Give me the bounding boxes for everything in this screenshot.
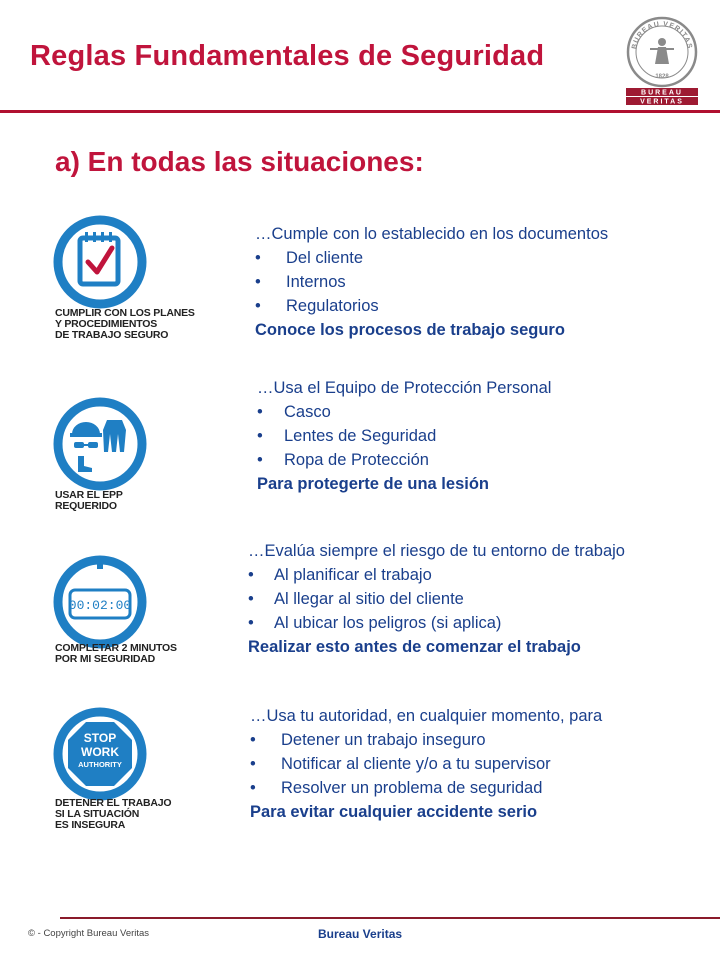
footer-brand: Bureau Veritas (318, 927, 403, 941)
list-item: • Regulatorios (255, 297, 379, 315)
ppe-icon (52, 394, 152, 494)
stopwatch-icon (52, 550, 152, 650)
logo-year: 1828 (655, 74, 669, 80)
logo-ring-text: BUREAU VERITAS (631, 20, 693, 50)
page-title: Reglas Fundamentales de Seguridad (30, 40, 545, 72)
stop-work-icon (52, 704, 152, 804)
footer-divider (60, 917, 720, 919)
list-item: • Resolver un problema de seguridad (250, 779, 543, 797)
logo-word-2: VERITAS (640, 98, 684, 106)
rule-list (257, 400, 551, 472)
list-item: • Notificar al cliente y/o a tu supervisor (250, 755, 551, 773)
list-item: • Del cliente (255, 249, 364, 267)
rule-lead: …Usa el Equipo de Protección Personal (257, 379, 552, 397)
list-item: • Al ubicar los peligros (si aplica) (248, 614, 502, 632)
list-item: • Al llegar al sitio del cliente (248, 590, 464, 608)
rule-caption: DETENER EL TRABAJO SI LA SITUACIÓN ES INSEGURA (55, 797, 172, 831)
list-item: • Casco (257, 403, 331, 421)
rule-lead: …Evalúa siempre el riesgo de tu entorno de trabajo (248, 542, 625, 560)
rule-text-block (257, 376, 551, 496)
list-item: • Detener un trabajo inseguro (250, 731, 486, 749)
rule-caption: USAR EL EPP REQUERIDO (55, 489, 123, 512)
timer-display: 00:02:00 (68, 598, 132, 613)
rule-list (255, 246, 608, 318)
list-item: • Ropa de Protección (257, 451, 429, 469)
rule-text-block (255, 222, 608, 342)
rule-text-block (250, 704, 602, 824)
rule-lead: …Usa tu autoridad, en cualquier momento, para (250, 707, 603, 725)
rule-caption: COMPLETAR 2 MINUTOS POR MI SEGURIDAD (55, 642, 177, 665)
bureau-veritas-logo (614, 12, 710, 107)
list-item: • Al planificar el trabajo (248, 566, 432, 584)
logo-word-1: BUREAU (641, 89, 683, 97)
badge-text: STOP (83, 731, 117, 745)
rule-text-block (248, 539, 625, 659)
rule-conclusion: Conoce los procesos de trabajo seguro (255, 321, 565, 339)
badge-text: AUTHORITY (78, 760, 122, 769)
copyright-text: © - Copyright Bureau Veritas (28, 928, 150, 939)
rule-conclusion: Realizar esto antes de comenzar el trabajo (248, 638, 581, 656)
rule-conclusion: Para evitar cualquier accidente serio (250, 803, 538, 821)
rule-conclusion: Para protegerte de una lesión (257, 475, 489, 493)
rule-lead: …Cumple con lo establecido en los documentos (255, 225, 609, 243)
list-item: • Internos (255, 273, 346, 291)
rule-list (248, 563, 625, 635)
list-item: • Lentes de Seguridad (257, 427, 437, 445)
rule-caption: CUMPLIR CON LOS PLANES Y PROCEDIMIENTOS DE TRABAJO SEGURO (55, 307, 195, 341)
badge-text: WORK (81, 745, 119, 759)
checklist-icon (52, 212, 152, 312)
rule-list (250, 728, 602, 800)
title-divider (0, 110, 720, 113)
section-subtitle: a) En todas las situaciones: (55, 146, 424, 177)
